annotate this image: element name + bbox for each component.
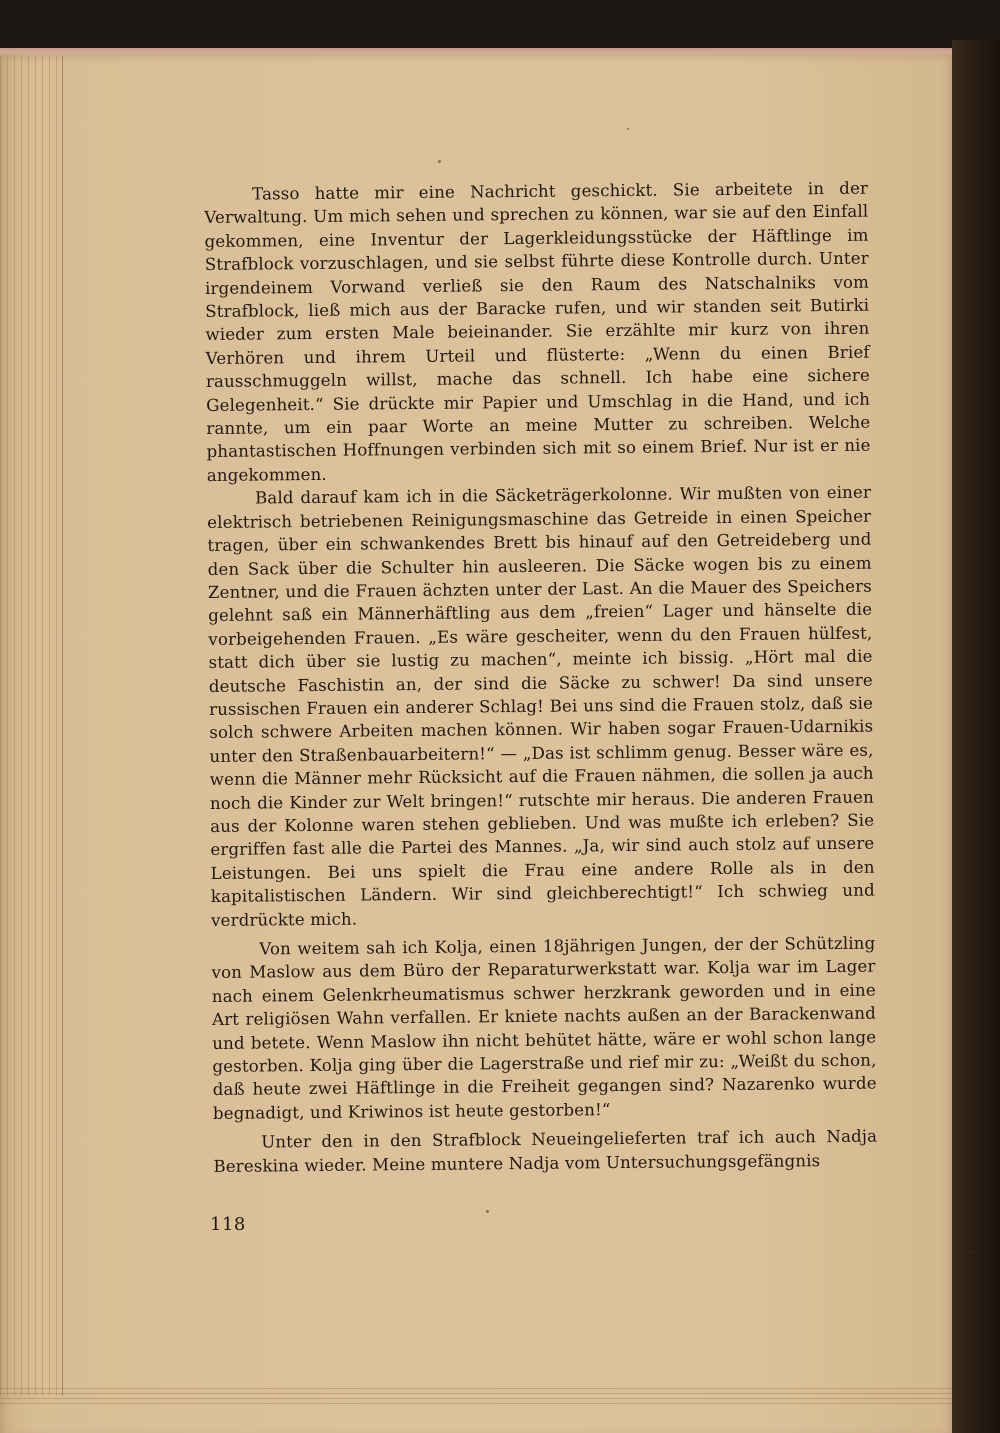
paragraph: Tasso hatte mir eine Nachricht geschickt. Sie arbeitete in der Verwaltung. Um mich sehen und sprechen zu können, war sie auf den Einfall gekommen, eine Inventur der Lagerkleidungsstücke der Häftlinge im Strafblock vorzuschlagen, und sie selbst führte diese Kontrolle durch. Unter irgendeinem Vorwand verließ sie den Raum des Natschalniks vom Strafblock, ließ mich aus der Baracke rufen, und wir standen seit Butirki wieder zum ersten Male beieinander. Sie erzählte mir kurz von ihren Verhören und ihrem Urteil und flüsterte: „Wenn du einen Brief rausschmuggeln willst, mache das schnell. Ich habe eine sichere Gelegenheit.“ Sie drückte mir Papier und Umschlag in die Hand, und ich rannte, um ein paar Worte an meine Mutter zu schreiben. Welche phantastischen Hoffnungen verbinden sich mit so einem Brief. Nur ist er nie angekommen. [204, 178, 871, 485]
book-spine [952, 40, 1000, 1433]
page-stack-bottom-edge [0, 1388, 952, 1404]
paper-speck [438, 160, 441, 163]
paragraph: Von weitem sah ich Kolja, einen 18jährigen Jungen, der der Schützling von Maslow aus dem Büro der Reparaturwerkstatt war. Kolja war im Lager nach einem Gelenkrheumatismus schwer herzkrank geworden und in eine Art religiösen Wahn verfallen. Er kniete nachts außen an der Barackenwand und betete. Wenn Maslow ihn nicht behütet hätte, wäre er wohl schon lange gestorben. Kolja ging über die Lagerstraße und rief mir zu: „Weißt du schon, daß heute zwei Häftlinge in die Freiheit gegangen sind? Nazarenko wurde begnadigt, und Kriwinos ist heute gestorben!“ [211, 933, 877, 1123]
page-stack-left-edge [0, 56, 63, 1396]
paper-speck [968, 1250, 973, 1255]
body-text [204, 177, 878, 1178]
paragraph: Bald darauf kam ich in die Säcketrägerkolonne. Wir mußten von einer elektrisch betriebenen Reinigungsmaschine das Getreide in einen Speicher tragen, über ein schwankendes Brett bis hinauf auf den Getreideberg und den Sack über die Schulter hin ausleeren. Die Säcke wogen bis zu einem Zentner, und die Frauen ächzten unter der Last. An die Mauer des Speichers gelehnt saß ein Männerhäftling aus dem „freien“ Lager und hänselte die vorbeigehenden Frauen. „Es wäre gescheiter, wenn du den Frauen hülfest, statt dich über sie lustig zu machen“, meinte ich bissig. „Hört mal die deutsche Faschistin an, der sind die Säcke zu schwer! Da sind unsere russischen Frauen ein anderer Schlag! Bei uns sind die Frauen stolz, daß sie solch schwere Arbeiten machen können. Wir haben sogar Frauen-Udarnikis unter den Straßenbauarbeitern!“ — „Das ist schlimm genug. Besser wäre es, wenn die Männer mehr Rücksicht auf die Frauen nähmen, die sollen ja auch noch die Kinder zur Welt bringen!“ rutschte mir heraus. Die anderen Frauen aus der Kolonne waren stehen geblieben. Und was mußte ich erleben? Sie ergriffen fast alle die Partei des Mannes. „Ja, wir sind auch stolz auf unsere Leistungen. Bei uns spielt die Frau eine andere Rolle als in den kapitalistischen Ländern. Wir sind gleichberechtigt!“ Ich schwieg und verdrückte mich. [207, 482, 875, 930]
paper-speck [627, 128, 629, 130]
paper-speck [486, 1210, 489, 1213]
page-top-edge [0, 48, 952, 56]
page-number: 118 [210, 1214, 246, 1235]
paragraph: Unter den in den Strafblock Neueingelieferten traf ich auch Nadja Bereskina wieder. Meine muntere Nadja vom Untersuchungsgefängnis [213, 1126, 878, 1176]
